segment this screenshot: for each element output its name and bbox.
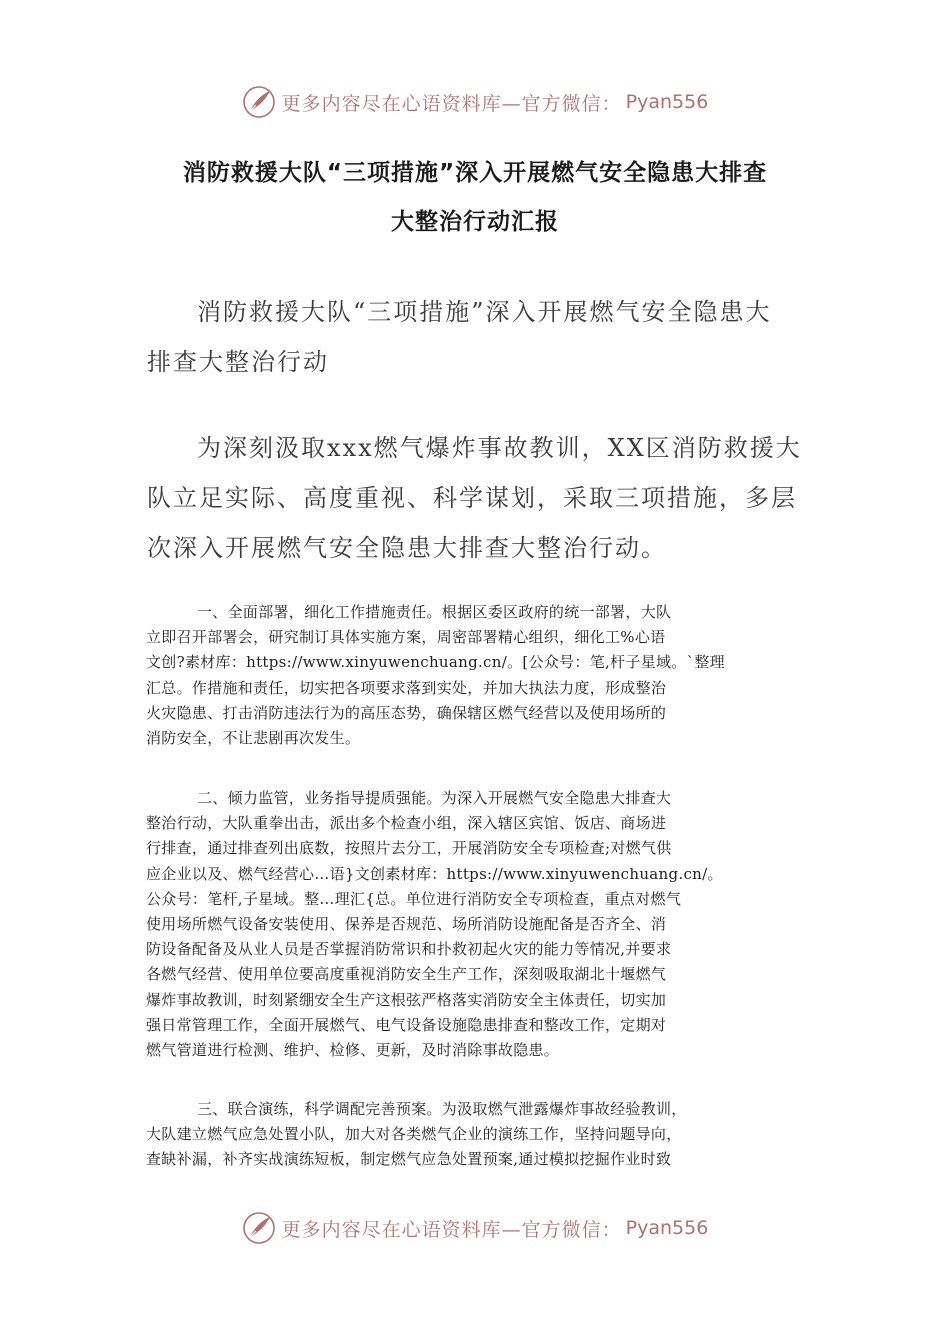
footer-banner [0, 1208, 950, 1248]
paragraph-line: 整治行动，大队重拳出击，派出多个检查小组，深入辖区宾馆、饭店、商场进 [146, 814, 667, 833]
paragraph-line: 查缺补漏，补齐实战演练短板，制定燃气应急处置预案,通过模拟挖掘作业时致 [146, 1150, 672, 1169]
paragraph-line: 防设备配备及从业人员是否掌握消防常识和扑救初起火灾的能力等情况,并要求 [146, 940, 672, 959]
subtitle-line-2: 排查大整治行动 [147, 348, 329, 376]
paragraph-line: 一、全面部署，细化工作措施责任。根据区委区政府的统一部署，大队 [197, 603, 672, 621]
banner-text: 更多内容尽在心语资料库—官方微信： [281, 92, 622, 115]
paragraph-line: 立即召开部署会，研究制订具体实施方案，周密部署精心组织，细化工%心语 [146, 628, 666, 647]
paragraph-line: 使用场所燃气设备安装使用、保养是否规范、场所消防设施配备是否齐全、消 [146, 914, 667, 933]
intro-line-1: 为深刻汲取xxx燃气爆炸事故教训，XX区消防救援大 [197, 434, 802, 462]
intro-line-3: 次深入开展燃气安全隐患大排查大整治行动。 [147, 534, 667, 562]
paragraph-line: 三、联合演练，科学调配完善预案。为汲取燃气泄露爆炸事故经验教训， [197, 1100, 687, 1118]
paragraph-line: 行排查，通过排查列出底数，按照片去分工，开展消防安全专项检查;对燃气供 [146, 839, 672, 858]
quill-logo-icon [242, 85, 276, 119]
paragraph-line: 火灾隐患、打击消防违法行为的高压态势，确保辖区燃气经营以及使用场所的 [146, 703, 667, 722]
banner-text: 更多内容尽在心语资料库—官方微信： [281, 1218, 622, 1241]
section-1-paragraph [146, 600, 806, 751]
quill-logo-icon [242, 1211, 276, 1245]
paragraph-line: 文创?素材库：https://www.xinyuwenchuang.cn/。[公众号：笔,杆子星域。`整理 [146, 653, 725, 672]
section-3-paragraph [146, 1097, 806, 1173]
document-title-line-1: 消防救援大队“三项措施”深入开展燃气安全隐患大排查 [182, 160, 768, 186]
paragraph-line: 应企业以及、燃气经营心…语}文创素材库：https://www.xinyuwenchuang.cn/。 [146, 864, 723, 883]
paragraph-line: 汇总。作措施和责任，切实把各项要求落到实处，并加大执法力度，形成整治 [146, 678, 667, 697]
paragraph-line: 强日常管理工作，全面开展燃气、电气设备设施隐患排查和整改工作，定期对 [146, 1015, 667, 1034]
section-2-paragraph [146, 786, 806, 1063]
subtitle-line-1: 消防救援大队“三项措施”深入开展燃气安全隐患大 [197, 298, 772, 326]
paragraph-line: 燃气管道进行检测、维护、检修、更新，及时消除事故隐患。 [146, 1040, 560, 1059]
paragraph-line: 消防安全，不让悲剧再次发生。 [146, 728, 361, 747]
document-title-line-2: 大整治行动汇报 [391, 209, 559, 235]
paragraph-line: 爆炸事故教训，时刻紧绷安全生产这根弦严格落实消防安全主体责任，切实加 [146, 990, 667, 1009]
paragraph-line: 各燃气经营、使用单位要高度重视消防安全生产工作，深刻吸取湖北十堰燃气 [146, 965, 667, 984]
paragraph-line: 二、倾力监管，业务指导提质强能。为深入开展燃气安全隐患大排查大 [197, 789, 672, 807]
header-banner [0, 82, 950, 122]
banner-wechat-id: Pyan556 [625, 91, 709, 113]
banner-wechat-id: Pyan556 [625, 1217, 709, 1239]
paragraph-line: 公众号：笔杆,子星域。整…理汇{总。单位进行消防安全专项检查，重点对燃气 [146, 889, 682, 908]
paragraph-line: 大队建立燃气应急处置小队，加大对各类燃气企业的演练工作，坚持问题导向， [146, 1125, 682, 1144]
intro-line-2: 队立足实际、高度重视、科学谋划，采取三项措施，多层 [147, 484, 797, 512]
